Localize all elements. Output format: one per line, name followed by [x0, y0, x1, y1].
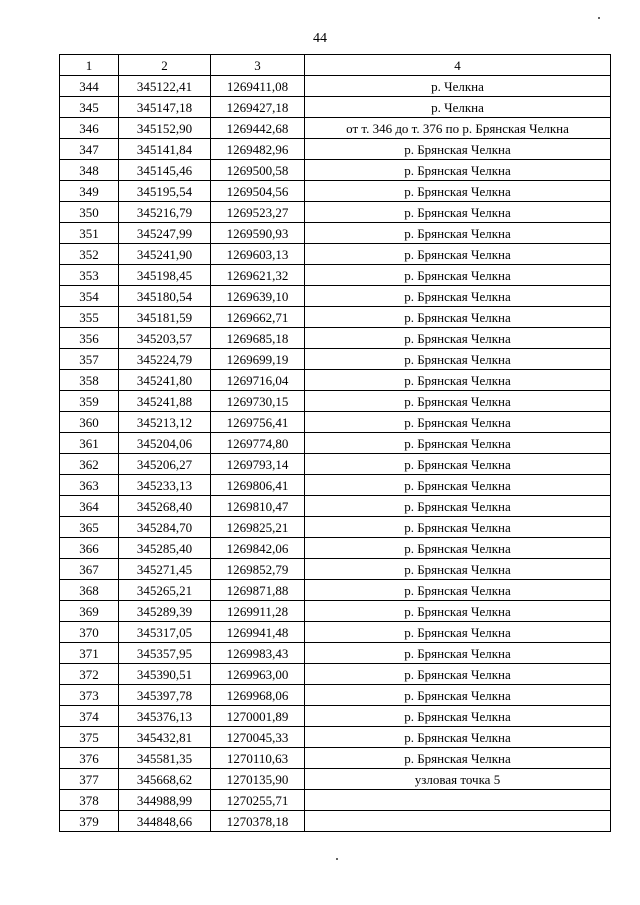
point-number-cell: 376 [60, 748, 119, 769]
x-coordinate-cell: 345141,84 [119, 139, 211, 160]
point-number-cell: 359 [60, 391, 119, 412]
description-cell: р. Брянская Челкна [305, 160, 611, 181]
table-row [60, 349, 611, 370]
point-number-cell: 372 [60, 664, 119, 685]
y-coordinate-cell: 1269590,93 [211, 223, 305, 244]
x-coordinate-cell: 345224,79 [119, 349, 211, 370]
scan-speck [336, 858, 338, 860]
y-coordinate-cell: 1269941,48 [211, 622, 305, 643]
x-coordinate-cell: 345203,57 [119, 328, 211, 349]
y-coordinate-cell: 1269806,41 [211, 475, 305, 496]
point-number-cell: 349 [60, 181, 119, 202]
table-row [60, 622, 611, 643]
point-number-cell: 369 [60, 601, 119, 622]
table-row [60, 517, 611, 538]
y-coordinate-cell: 1269685,18 [211, 328, 305, 349]
table-row [60, 412, 611, 433]
description-cell: р. Брянская Челкна [305, 370, 611, 391]
point-number-cell: 370 [60, 622, 119, 643]
description-cell: р. Челкна [305, 97, 611, 118]
y-coordinate-cell: 1269968,06 [211, 685, 305, 706]
description-cell: р. Брянская Челкна [305, 454, 611, 475]
description-cell: р. Брянская Челкна [305, 265, 611, 286]
y-coordinate-cell: 1269699,19 [211, 349, 305, 370]
description-cell: р. Брянская Челкна [305, 517, 611, 538]
description-cell: р. Брянская Челкна [305, 223, 611, 244]
point-number-cell: 375 [60, 727, 119, 748]
table-row [60, 328, 611, 349]
table-row [60, 118, 611, 139]
description-cell: р. Брянская Челкна [305, 307, 611, 328]
description-cell: р. Брянская Челкна [305, 706, 611, 727]
coordinates-table [59, 54, 611, 832]
point-number-cell: 350 [60, 202, 119, 223]
description-cell: р. Брянская Челкна [305, 433, 611, 454]
table-row [60, 76, 611, 97]
table-row [60, 580, 611, 601]
table-row [60, 391, 611, 412]
y-coordinate-cell: 1269911,28 [211, 601, 305, 622]
y-coordinate-cell: 1270110,63 [211, 748, 305, 769]
description-cell: узловая точка 5 [305, 769, 611, 790]
description-cell: р. Брянская Челкна [305, 664, 611, 685]
point-number-cell: 353 [60, 265, 119, 286]
point-number-cell: 361 [60, 433, 119, 454]
x-coordinate-cell: 345233,13 [119, 475, 211, 496]
y-coordinate-cell: 1269810,47 [211, 496, 305, 517]
table-row [60, 727, 611, 748]
table-row [60, 433, 611, 454]
x-coordinate-cell: 345216,79 [119, 202, 211, 223]
x-coordinate-cell: 345289,39 [119, 601, 211, 622]
description-cell: р. Брянская Челкна [305, 412, 611, 433]
table-row [60, 475, 611, 496]
description-cell: р. Брянская Челкна [305, 181, 611, 202]
table-row [60, 160, 611, 181]
y-coordinate-cell: 1269963,00 [211, 664, 305, 685]
table-row [60, 223, 611, 244]
table-row [60, 97, 611, 118]
y-coordinate-cell: 1270135,90 [211, 769, 305, 790]
description-cell [305, 790, 611, 811]
y-coordinate-cell: 1269500,58 [211, 160, 305, 181]
x-coordinate-cell: 345285,40 [119, 538, 211, 559]
description-cell: р. Брянская Челкна [305, 244, 611, 265]
x-coordinate-cell: 345265,21 [119, 580, 211, 601]
table-row [60, 139, 611, 160]
table-row [60, 265, 611, 286]
table-row [60, 307, 611, 328]
table-row [60, 748, 611, 769]
x-coordinate-cell: 345432,81 [119, 727, 211, 748]
table-row [60, 454, 611, 475]
table-body [60, 76, 611, 832]
y-coordinate-cell: 1269774,80 [211, 433, 305, 454]
column-header: 3 [211, 55, 305, 76]
point-number-cell: 358 [60, 370, 119, 391]
x-coordinate-cell: 345198,45 [119, 265, 211, 286]
y-coordinate-cell: 1270045,33 [211, 727, 305, 748]
description-cell: р. Челкна [305, 76, 611, 97]
description-cell: р. Брянская Челкна [305, 202, 611, 223]
point-number-cell: 379 [60, 811, 119, 832]
point-number-cell: 368 [60, 580, 119, 601]
x-coordinate-cell: 345206,27 [119, 454, 211, 475]
y-coordinate-cell: 1269621,32 [211, 265, 305, 286]
point-number-cell: 347 [60, 139, 119, 160]
y-coordinate-cell: 1270001,89 [211, 706, 305, 727]
y-coordinate-cell: 1269852,79 [211, 559, 305, 580]
description-cell: р. Брянская Челкна [305, 685, 611, 706]
point-number-cell: 378 [60, 790, 119, 811]
description-cell: р. Брянская Челкна [305, 580, 611, 601]
point-number-cell: 374 [60, 706, 119, 727]
column-header: 4 [305, 55, 611, 76]
y-coordinate-cell: 1270378,18 [211, 811, 305, 832]
description-cell: р. Брянская Челкна [305, 286, 611, 307]
table-row [60, 496, 611, 517]
x-coordinate-cell: 345180,54 [119, 286, 211, 307]
y-coordinate-cell: 1269603,13 [211, 244, 305, 265]
description-cell: р. Брянская Челкна [305, 349, 611, 370]
table-row [60, 706, 611, 727]
y-coordinate-cell: 1269983,43 [211, 643, 305, 664]
x-coordinate-cell: 345268,40 [119, 496, 211, 517]
table-row [60, 559, 611, 580]
y-coordinate-cell: 1269639,10 [211, 286, 305, 307]
point-number-cell: 363 [60, 475, 119, 496]
x-coordinate-cell: 345145,46 [119, 160, 211, 181]
y-coordinate-cell: 1269756,41 [211, 412, 305, 433]
point-number-cell: 367 [60, 559, 119, 580]
table-row [60, 538, 611, 559]
point-number-cell: 377 [60, 769, 119, 790]
point-number-cell: 354 [60, 286, 119, 307]
x-coordinate-cell: 345581,35 [119, 748, 211, 769]
y-coordinate-cell: 1269504,56 [211, 181, 305, 202]
y-coordinate-cell: 1270255,71 [211, 790, 305, 811]
table-row [60, 601, 611, 622]
description-cell: р. Брянская Челкна [305, 391, 611, 412]
y-coordinate-cell: 1269482,96 [211, 139, 305, 160]
table-row [60, 664, 611, 685]
description-cell: р. Брянская Челкна [305, 727, 611, 748]
table-row [60, 769, 611, 790]
y-coordinate-cell: 1269793,14 [211, 454, 305, 475]
column-header: 1 [60, 55, 119, 76]
point-number-cell: 355 [60, 307, 119, 328]
table-row [60, 643, 611, 664]
description-cell: р. Брянская Челкна [305, 643, 611, 664]
x-coordinate-cell: 345317,05 [119, 622, 211, 643]
description-cell: от т. 346 до т. 376 по р. Брянская Челкна [305, 118, 611, 139]
table-row [60, 244, 611, 265]
point-number-cell: 356 [60, 328, 119, 349]
x-coordinate-cell: 345247,99 [119, 223, 211, 244]
table-row [60, 202, 611, 223]
description-cell: р. Брянская Челкна [305, 328, 611, 349]
table-row [60, 811, 611, 832]
point-number-cell: 365 [60, 517, 119, 538]
x-coordinate-cell: 345284,70 [119, 517, 211, 538]
description-cell [305, 811, 611, 832]
point-number-cell: 344 [60, 76, 119, 97]
point-number-cell: 352 [60, 244, 119, 265]
point-number-cell: 366 [60, 538, 119, 559]
y-coordinate-cell: 1269411,08 [211, 76, 305, 97]
point-number-cell: 371 [60, 643, 119, 664]
x-coordinate-cell: 345271,45 [119, 559, 211, 580]
x-coordinate-cell: 345181,59 [119, 307, 211, 328]
table-row [60, 286, 611, 307]
description-cell: р. Брянская Челкна [305, 622, 611, 643]
point-number-cell: 373 [60, 685, 119, 706]
x-coordinate-cell: 345152,90 [119, 118, 211, 139]
y-coordinate-cell: 1269716,04 [211, 370, 305, 391]
table-row [60, 181, 611, 202]
scan-speck [598, 17, 600, 19]
y-coordinate-cell: 1269523,27 [211, 202, 305, 223]
x-coordinate-cell: 344988,99 [119, 790, 211, 811]
x-coordinate-cell: 345668,62 [119, 769, 211, 790]
x-coordinate-cell: 345147,18 [119, 97, 211, 118]
description-cell: р. Брянская Челкна [305, 559, 611, 580]
description-cell: р. Брянская Челкна [305, 139, 611, 160]
x-coordinate-cell: 345357,95 [119, 643, 211, 664]
x-coordinate-cell: 345390,51 [119, 664, 211, 685]
point-number-cell: 360 [60, 412, 119, 433]
x-coordinate-cell: 345241,90 [119, 244, 211, 265]
y-coordinate-cell: 1269825,21 [211, 517, 305, 538]
y-coordinate-cell: 1269871,88 [211, 580, 305, 601]
point-number-cell: 362 [60, 454, 119, 475]
x-coordinate-cell: 345241,80 [119, 370, 211, 391]
x-coordinate-cell: 345195,54 [119, 181, 211, 202]
x-coordinate-cell: 345376,13 [119, 706, 211, 727]
point-number-cell: 348 [60, 160, 119, 181]
point-number-cell: 357 [60, 349, 119, 370]
description-cell: р. Брянская Челкна [305, 748, 611, 769]
description-cell: р. Брянская Челкна [305, 496, 611, 517]
x-coordinate-cell: 344848,66 [119, 811, 211, 832]
point-number-cell: 345 [60, 97, 119, 118]
table-row [60, 685, 611, 706]
y-coordinate-cell: 1269730,15 [211, 391, 305, 412]
description-cell: р. Брянская Челкна [305, 538, 611, 559]
point-number-cell: 364 [60, 496, 119, 517]
y-coordinate-cell: 1269662,71 [211, 307, 305, 328]
x-coordinate-cell: 345213,12 [119, 412, 211, 433]
y-coordinate-cell: 1269842,06 [211, 538, 305, 559]
point-number-cell: 351 [60, 223, 119, 244]
point-number-cell: 346 [60, 118, 119, 139]
table-header-row [60, 55, 611, 76]
x-coordinate-cell: 345241,88 [119, 391, 211, 412]
y-coordinate-cell: 1269442,68 [211, 118, 305, 139]
table-row [60, 370, 611, 391]
description-cell: р. Брянская Челкна [305, 601, 611, 622]
x-coordinate-cell: 345204,06 [119, 433, 211, 454]
x-coordinate-cell: 345397,78 [119, 685, 211, 706]
page-number: 44 [313, 31, 327, 46]
description-cell: р. Брянская Челкна [305, 475, 611, 496]
y-coordinate-cell: 1269427,18 [211, 97, 305, 118]
table-row [60, 790, 611, 811]
x-coordinate-cell: 345122,41 [119, 76, 211, 97]
column-header: 2 [119, 55, 211, 76]
